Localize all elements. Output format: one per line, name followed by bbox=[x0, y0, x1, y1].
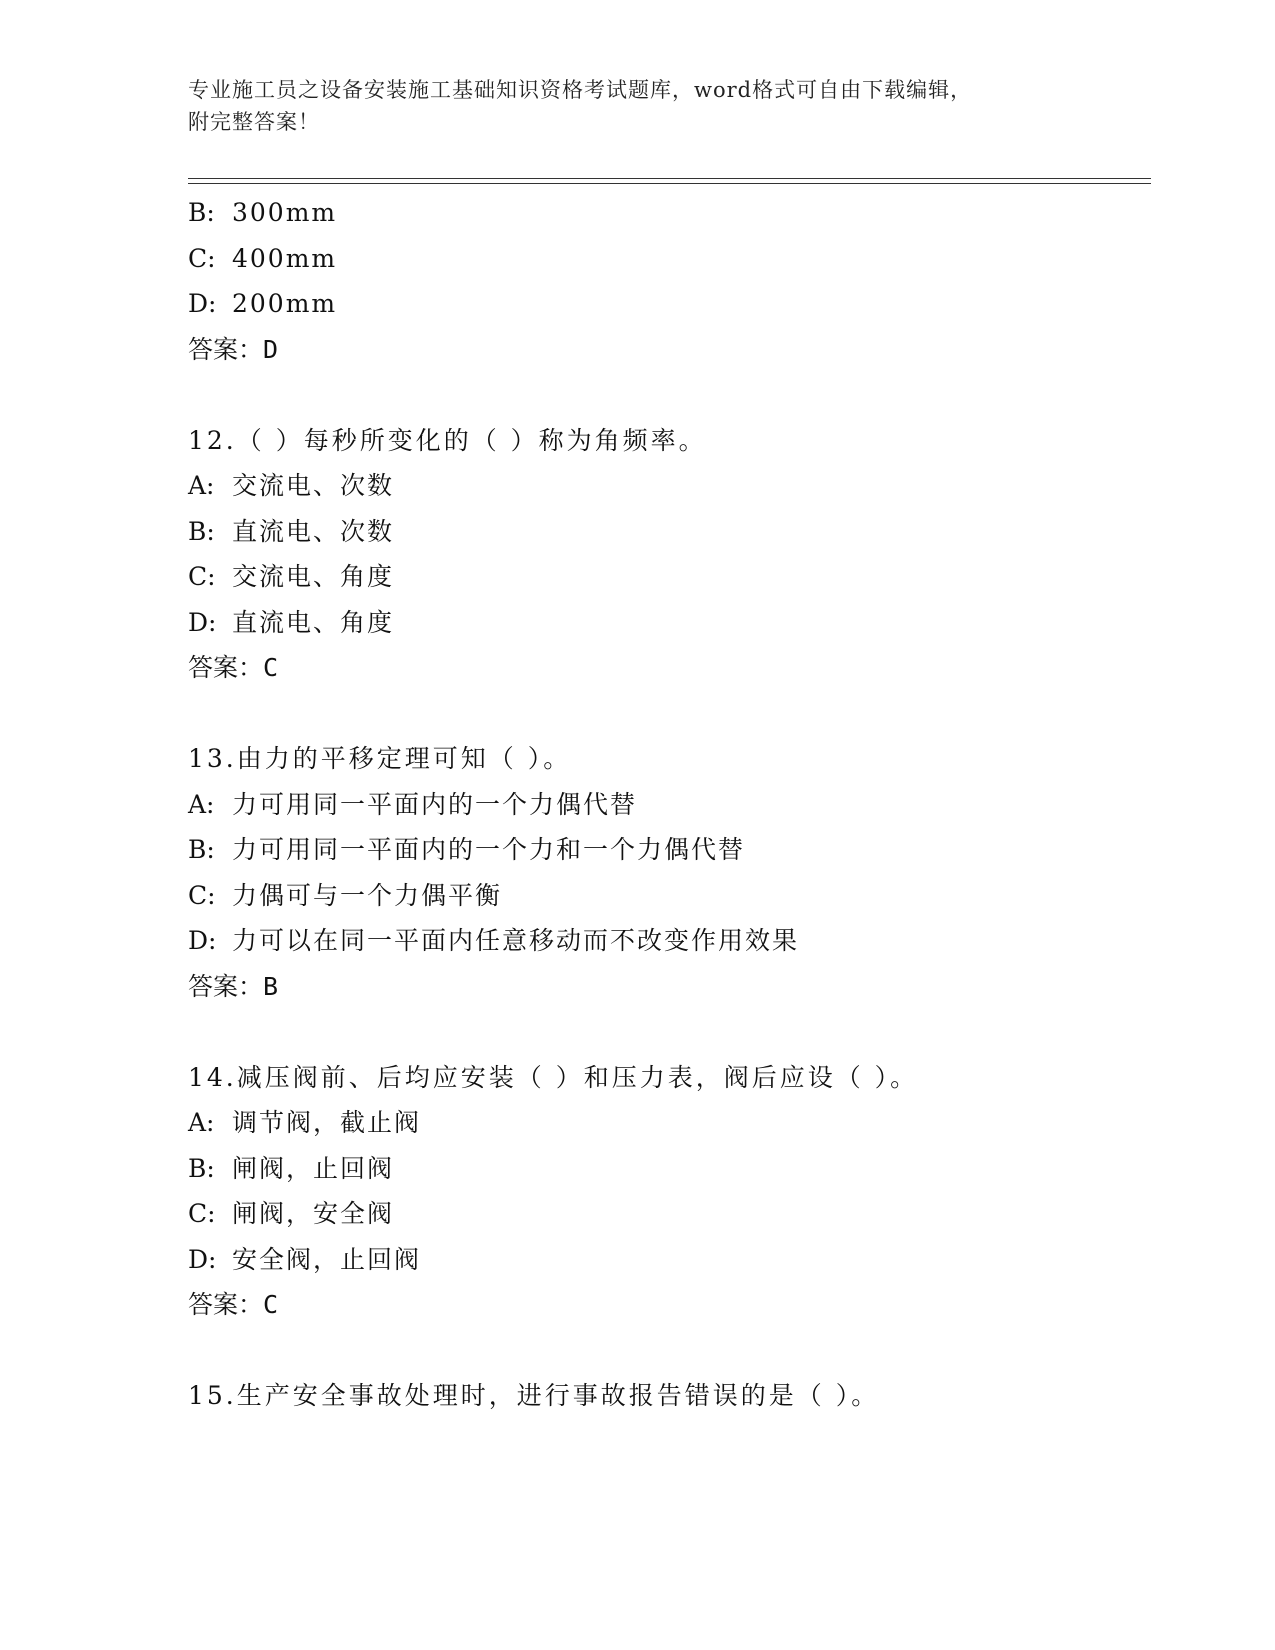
option-c: C: 交流电、角度 bbox=[188, 562, 395, 591]
option-a: A: 力可用同一平面内的一个力偶代替 bbox=[188, 789, 638, 819]
answer-line: 答案：D bbox=[188, 334, 279, 364]
option-b: B: 直流电、次数 bbox=[188, 516, 395, 546]
option-b: B: 力可用同一平面内的一个力和一个力偶代替 bbox=[188, 835, 746, 864]
option-c: C: 400mm bbox=[188, 243, 338, 273]
header-line-1: 专业施工员之设备安装施工基础知识资格考试题库，word格式可自由下载编辑， bbox=[188, 78, 973, 102]
question-title: 15.生产安全事故处理时，进行事故报告错误的是（ ）。 bbox=[188, 1381, 880, 1410]
option-a: A: 交流电、次数 bbox=[188, 471, 395, 500]
option-c: C: 闸阀，安全阀 bbox=[188, 1199, 395, 1228]
option-b: B: 闸阀，止回阀 bbox=[188, 1153, 395, 1183]
question-list bbox=[188, 190, 1148, 1419]
document-header bbox=[188, 74, 1088, 138]
option-d: D: 200mm bbox=[188, 289, 338, 318]
answer-line: 答案：B bbox=[188, 971, 279, 1001]
answer-line: 答案：C bbox=[188, 1290, 279, 1319]
header-divider-bottom bbox=[188, 183, 1151, 184]
question-block-11 bbox=[188, 190, 1148, 372]
question-block-14 bbox=[188, 1055, 1148, 1328]
option-b: B: 300mm bbox=[188, 198, 338, 227]
option-a: A: 调节阀，截止阀 bbox=[188, 1108, 422, 1137]
question-title: 14.减压阀前、后均应安装（ ）和压力表，阀后应设（ ）。 bbox=[188, 1062, 919, 1092]
question-block-12 bbox=[188, 418, 1148, 691]
option-d: D: 力可以在同一平面内任意移动而不改变作用效果 bbox=[188, 926, 800, 955]
option-d: D: 安全阀，止回阀 bbox=[188, 1244, 422, 1274]
question-block-13 bbox=[188, 736, 1148, 1009]
header-line-2: 附完整答案！ bbox=[188, 110, 320, 134]
question-block-15 bbox=[188, 1373, 1148, 1419]
question-title: 12.（ ）每秒所变化的（ ）称为角频率。 bbox=[188, 425, 707, 455]
answer-line: 答案：C bbox=[188, 653, 279, 682]
option-c: C: 力偶可与一个力偶平衡 bbox=[188, 880, 503, 910]
question-title: 13.由力的平移定理可知（ ）。 bbox=[188, 744, 572, 773]
header-divider-top bbox=[188, 178, 1151, 179]
option-d: D: 直流电、角度 bbox=[188, 607, 395, 637]
